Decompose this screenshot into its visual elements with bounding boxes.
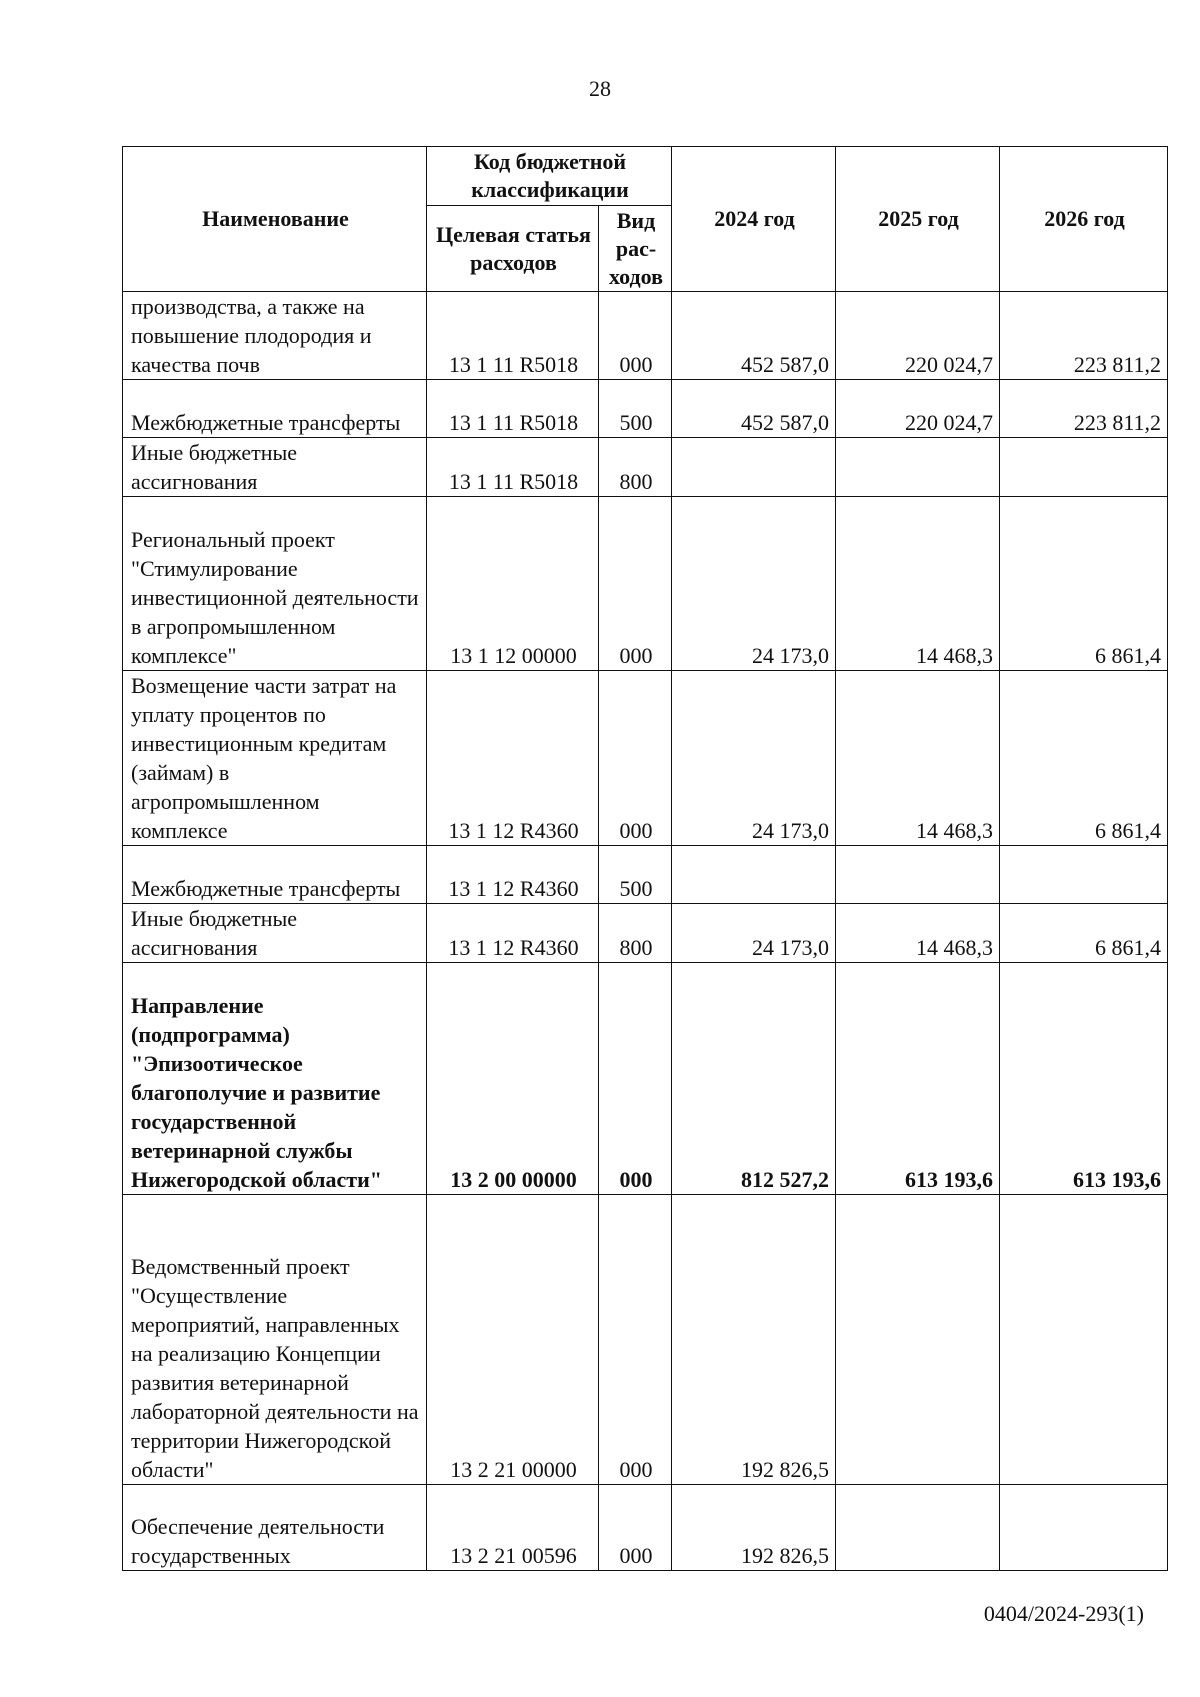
table-row [123,292,1168,380]
row-expense-kind: 500 [599,380,672,438]
table-header [123,147,1168,292]
table-row [123,1195,1168,1485]
row-value-2025: 220 024,7 [836,380,1000,438]
page-number: 28 [589,76,611,101]
row-name: Межбюджетные трансферты [123,846,427,904]
table-row [123,1485,1168,1571]
row-value-2026: 223 811,2 [1000,380,1168,438]
row-value-2026 [1000,1195,1168,1485]
row-value-2025 [836,846,1000,904]
header-2026: 2026 год [1000,147,1168,292]
row-target-code: 13 2 00 00000 [427,963,599,1195]
row-value-2026: 613 193,6 [1000,963,1168,1195]
row-value-2026 [1000,846,1168,904]
row-value-2025 [836,438,1000,497]
row-expense-kind: 000 [599,671,672,846]
row-target-code: 13 1 12 R4360 [427,846,599,904]
row-expense-kind: 500 [599,846,672,904]
row-expense-kind: 000 [599,292,672,380]
row-value-2025: 14 468,3 [836,671,1000,846]
row-name: Иные бюджетные ассигнования [123,904,427,963]
row-value-2024: 192 826,5 [672,1195,836,1485]
row-value-2024: 24 173,0 [672,497,836,671]
row-value-2026 [1000,438,1168,497]
row-value-2024: 24 173,0 [672,671,836,846]
document-id: 0404/2024-293(1) [983,1601,1144,1626]
table-row [123,846,1168,904]
row-name: производства, а также на повышение плодородия и качества почв [123,292,427,380]
row-target-code: 13 1 11 R5018 [427,380,599,438]
row-value-2025: 14 468,3 [836,497,1000,671]
table-row [123,904,1168,963]
row-expense-kind: 000 [599,497,672,671]
row-value-2024: 452 587,0 [672,380,836,438]
row-name: Направление (подпрограмма) "Эпизоотическое благополучие и развитие государственной ветеринарной службы Нижегородской области" [123,963,427,1195]
row-expense-kind: 000 [599,1485,672,1571]
row-value-2024: 452 587,0 [672,292,836,380]
row-value-2026: 223 811,2 [1000,292,1168,380]
row-value-2024: 24 173,0 [672,904,836,963]
row-value-2025 [836,1195,1000,1485]
row-value-2026: 6 861,4 [1000,904,1168,963]
row-name: Возмещение части затрат на уплату процентов по инвестиционным кредитам (займам) в агропромышленном комплексе [123,671,427,846]
row-name: Межбюджетные трансферты [123,380,427,438]
row-target-code: 13 1 12 00000 [427,497,599,671]
header-2025: 2025 год [836,147,1000,292]
row-target-code: 13 2 21 00000 [427,1195,599,1485]
table-row [123,497,1168,671]
row-name: Ведомственный проект "Осуществление мероприятий, направленных на реализацию Концепции развития ветеринарной лабораторной деятельности на территории Нижегородской области" [123,1195,427,1485]
row-value-2026 [1000,1485,1168,1571]
budget-table [122,146,1168,1571]
row-name: Региональный проект "Стимулирование инвестиционной деятельности в агропромышленном комплексе" [123,497,427,671]
header-name: Наименование [123,147,427,292]
row-target-code: 13 1 12 R4360 [427,904,599,963]
row-value-2024 [672,846,836,904]
row-value-2025: 220 024,7 [836,292,1000,380]
row-expense-kind: 800 [599,438,672,497]
header-code-group: Код бюджетной классификации [427,147,672,206]
row-expense-kind: 000 [599,1195,672,1485]
row-value-2024: 812 527,2 [672,963,836,1195]
row-value-2025 [836,1485,1000,1571]
row-value-2025: 613 193,6 [836,963,1000,1195]
table-row [123,438,1168,497]
row-expense-kind: 800 [599,904,672,963]
row-target-code: 13 1 11 R5018 [427,292,599,380]
header-expense-kind: Вид рас-ходов [599,206,672,292]
header-target-article: Целевая статья расходов [427,206,599,292]
row-expense-kind: 000 [599,963,672,1195]
row-name: Иные бюджетные ассигнования [123,438,427,497]
row-target-code: 13 1 11 R5018 [427,438,599,497]
table-row [123,671,1168,846]
header-2024: 2024 год [672,147,836,292]
row-name: Обеспечение деятельности государственных [123,1485,427,1571]
table-row-subprogram [123,963,1168,1195]
row-value-2024: 192 826,5 [672,1485,836,1571]
row-value-2025: 14 468,3 [836,904,1000,963]
row-value-2024 [672,438,836,497]
row-value-2026: 6 861,4 [1000,497,1168,671]
row-value-2026: 6 861,4 [1000,671,1168,846]
row-target-code: 13 1 12 R4360 [427,671,599,846]
row-target-code: 13 2 21 00596 [427,1485,599,1571]
table-row [123,380,1168,438]
